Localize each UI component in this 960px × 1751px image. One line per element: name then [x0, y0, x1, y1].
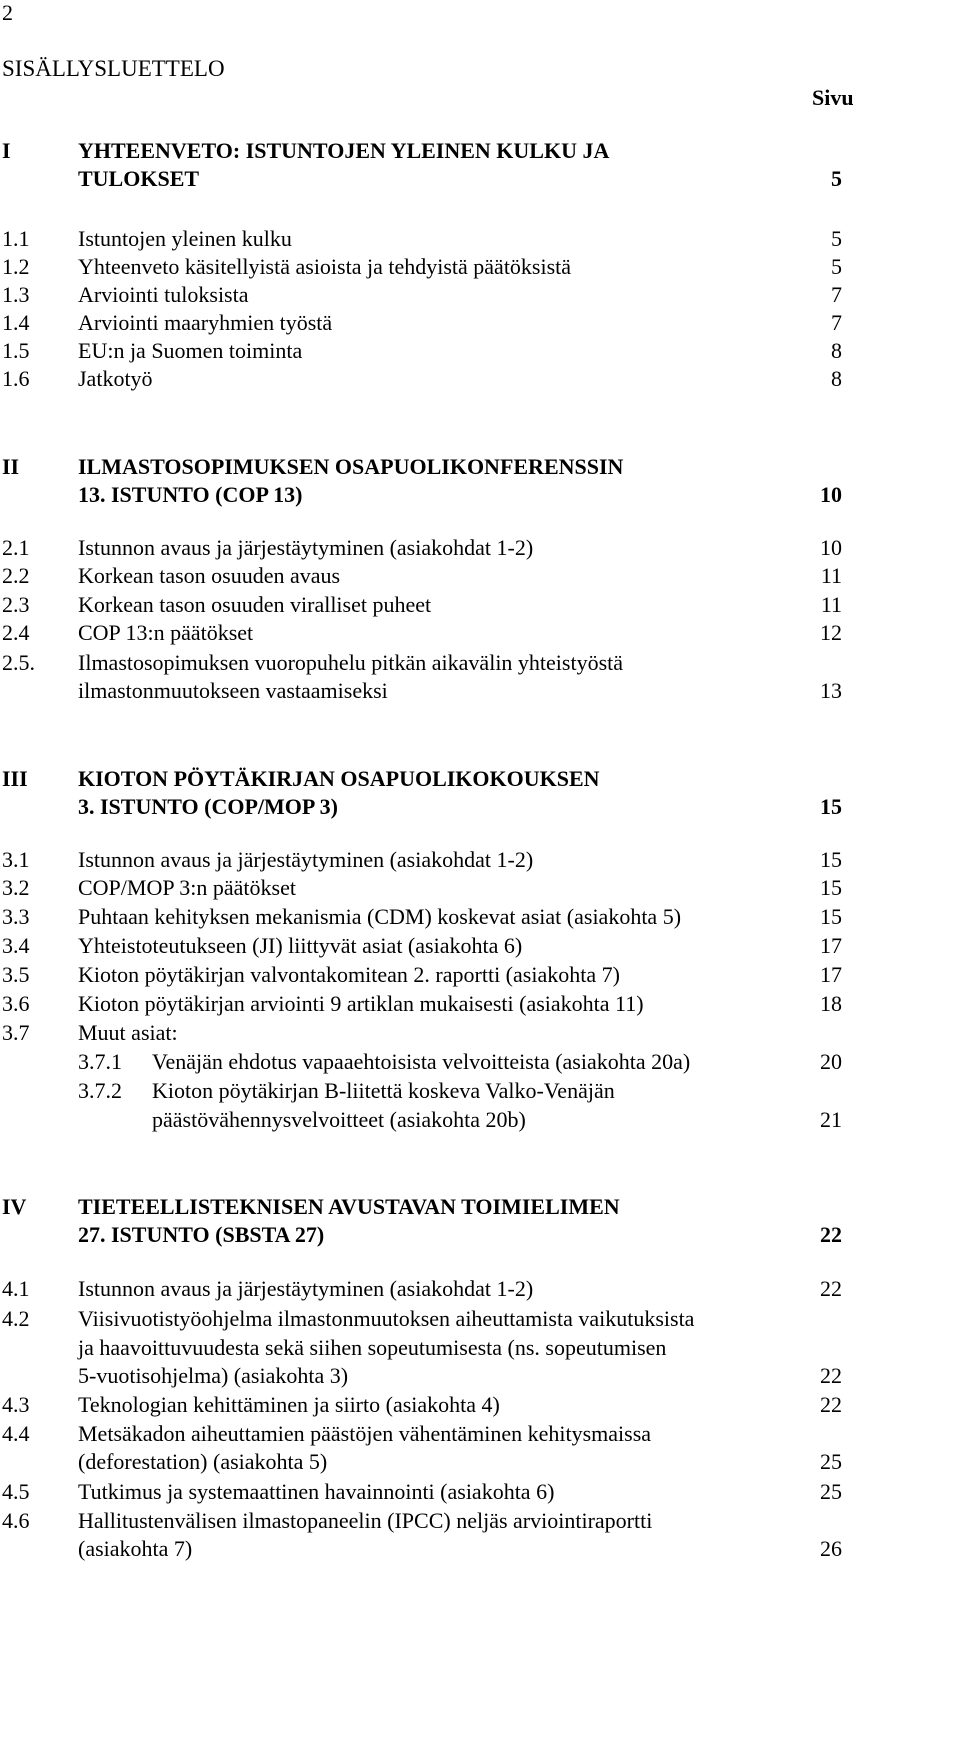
toc-item-text: Tutkimus ja systemaattinen havainnointi (asiakohta 6)	[78, 1479, 555, 1504]
toc-item-number: 3.7	[2, 1020, 30, 1045]
toc-item-text: 5-vuotisohjelma) (asiakohta 3)	[78, 1363, 349, 1388]
toc-subitem-number: 3.7.2	[78, 1078, 122, 1103]
toc-item-text: Istunnon avaus ja järjestäytyminen (asiakohdat 1-2)	[78, 535, 534, 560]
toc-item-number: 3.2	[2, 875, 30, 900]
toc-item-text: Jatkotyö	[78, 366, 153, 391]
toc-item-page-number: 17	[820, 933, 842, 958]
page-column-header: Sivu	[812, 85, 854, 110]
toc-item-text: EU:n ja Suomen toiminta	[78, 338, 303, 363]
toc-item-text: Kioton pöytäkirjan valvontakomitean 2. raportti (asiakohta 7)	[78, 962, 620, 987]
toc-subitem-text: Venäjän ehdotus vapaaehtoisista velvoitteista (asiakohta 20a)	[152, 1049, 691, 1074]
toc-item-number: 1.1	[2, 226, 30, 251]
toc-item-text: (asiakohta 7)	[78, 1536, 193, 1561]
toc-item-text: Korkean tason osuuden viralliset puheet	[78, 592, 432, 617]
toc-item-number: 2.4	[2, 620, 30, 645]
section-page-number: 5	[831, 166, 842, 191]
toc-item-number: 2.1	[2, 535, 30, 560]
toc-item-text: Muut asiat:	[78, 1020, 178, 1045]
toc-item-text: Puhtaan kehityksen mekanismia (CDM) koskevat asiat (asiakohta 5)	[78, 904, 682, 929]
toc-item-page-number: 8	[831, 366, 842, 391]
toc-item-text: ilmastonmuutokseen vastaamiseksi	[78, 678, 388, 703]
toc-item-number: 3.4	[2, 933, 30, 958]
toc-item-text: Metsäkadon aiheuttamien päästöjen vähentäminen kehitysmaissa	[78, 1421, 652, 1446]
toc-item-number: 1.6	[2, 366, 30, 391]
toc-item-page-number: 22	[820, 1276, 842, 1301]
toc-item-page-number: 13	[820, 678, 842, 703]
toc-item-number: 1.2	[2, 254, 30, 279]
toc-item-number: 3.6	[2, 991, 30, 1016]
toc-subitem-text: Kioton pöytäkirjan B-liitettä koskeva Valko-Venäjän	[152, 1078, 615, 1103]
section-page-number: 10	[820, 482, 842, 507]
toc-item-text: Istunnon avaus ja järjestäytyminen (asiakohdat 1-2)	[78, 1276, 534, 1301]
section-title: KIOTON PÖYTÄKIRJAN OSAPUOLIKOKOUKSEN	[78, 766, 600, 791]
toc-item-number: 4.2	[2, 1306, 30, 1331]
toc-item-number: 3.1	[2, 847, 30, 872]
section-title: ILMASTOSOPIMUKSEN OSAPUOLIKONFERENSSIN	[78, 454, 624, 479]
toc-item-text: Ilmastosopimuksen vuoropuhelu pitkän aikavälin yhteistyöstä	[78, 650, 624, 675]
section-title: TIETEELLISTEKNISEN AVUSTAVAN TOIMIELIMEN	[78, 1194, 620, 1219]
toc-item-text: Arviointi tuloksista	[78, 282, 249, 307]
section-title: YHTEENVETO: ISTUNTOJEN YLEINEN KULKU JA	[78, 138, 610, 163]
toc-item-text: Istuntojen yleinen kulku	[78, 226, 292, 251]
toc-item-text: ja haavoittuvuudesta sekä siihen sopeutumisesta (ns. sopeutumisen	[78, 1335, 667, 1360]
section-number: IV	[2, 1194, 27, 1219]
toc-item-page-number: 8	[831, 338, 842, 363]
toc-subitem-page-number: 20	[820, 1049, 842, 1074]
toc-item-page-number: 18	[820, 991, 842, 1016]
toc-item-text: COP/MOP 3:n päätökset	[78, 875, 296, 900]
toc-item-text: (deforestation) (asiakohta 5)	[78, 1449, 328, 1474]
toc-item-text: Teknologian kehittäminen ja siirto (asiakohta 4)	[78, 1392, 500, 1417]
toc-item-number: 2.2	[2, 563, 30, 588]
toc-item-page-number: 17	[820, 962, 842, 987]
toc-item-number: 2.5.	[2, 650, 35, 675]
toc-item-number: 1.3	[2, 282, 30, 307]
doc-title: SISÄLLYSLUETTELO	[2, 56, 225, 81]
section-number: I	[2, 138, 11, 163]
toc-item-number: 4.5	[2, 1479, 30, 1504]
toc-item-number: 3.3	[2, 904, 30, 929]
toc-item-page-number: 7	[831, 282, 842, 307]
section-title: 27. ISTUNTO (SBSTA 27)	[78, 1222, 325, 1247]
section-title: 3. ISTUNTO (COP/MOP 3)	[78, 794, 338, 819]
toc-item-text: Hallitustenvälisen ilmastopaneelin (IPCC) neljäs arviointiraportti	[78, 1508, 653, 1533]
toc-item-text: Yhteenveto käsitellyistä asioista ja tehdyistä päätöksistä	[78, 254, 572, 279]
toc-item-page-number: 5	[831, 254, 842, 279]
section-title: 13. ISTUNTO (COP 13)	[78, 482, 303, 507]
toc-item-number: 1.4	[2, 310, 30, 335]
toc-item-text: Korkean tason osuuden avaus	[78, 563, 341, 588]
toc-item-text: Kioton pöytäkirjan arviointi 9 artiklan mukaisesti (asiakohta 11)	[78, 991, 644, 1016]
toc-subitem-text: päästövähennysvelvoitteet (asiakohta 20b)	[152, 1107, 526, 1132]
section-number: II	[2, 454, 20, 479]
toc-item-page-number: 25	[820, 1479, 842, 1504]
toc-item-number: 4.4	[2, 1421, 30, 1446]
toc-item-number: 4.3	[2, 1392, 30, 1417]
toc-item-page-number: 10	[820, 535, 842, 560]
toc-item-number: 2.3	[2, 592, 30, 617]
toc-subitem-page-number: 21	[820, 1107, 842, 1132]
section-page-number: 22	[820, 1222, 842, 1247]
toc-item-page-number: 7	[831, 310, 842, 335]
page-number: 2	[2, 0, 13, 25]
toc-subitem-number: 3.7.1	[78, 1049, 122, 1074]
toc-item-number: 3.5	[2, 962, 30, 987]
toc-item-text: Viisivuotistyöohjelma ilmastonmuutoksen aiheuttamista vaikutuksista	[78, 1306, 695, 1331]
section-title: TULOKSET	[78, 166, 200, 191]
toc-item-page-number: 5	[831, 226, 842, 251]
toc-item-number: 1.5	[2, 338, 30, 363]
section-page-number: 15	[820, 794, 842, 819]
toc-item-page-number: 26	[820, 1536, 842, 1561]
toc-item-page-number: 22	[820, 1392, 842, 1417]
toc-item-text: Istunnon avaus ja järjestäytyminen (asiakohdat 1-2)	[78, 847, 534, 872]
toc-item-text: Yhteistoteutukseen (JI) liittyvät asiat (asiakohta 6)	[78, 933, 523, 958]
toc-item-number: 4.1	[2, 1276, 30, 1301]
toc-item-number: 4.6	[2, 1508, 30, 1533]
toc-item-page-number: 15	[820, 875, 842, 900]
section-number: III	[2, 766, 28, 791]
toc-item-page-number: 25	[820, 1449, 842, 1474]
toc-item-page-number: 15	[820, 847, 842, 872]
toc-item-page-number: 12	[820, 620, 842, 645]
toc-item-text: Arviointi maaryhmien työstä	[78, 310, 333, 335]
toc-item-page-number: 15	[820, 904, 842, 929]
toc-item-page-number: 11	[820, 592, 842, 617]
toc-item-page-number: 11	[820, 563, 842, 588]
toc-item-text: COP 13:n päätökset	[78, 620, 254, 645]
toc-item-page-number: 22	[820, 1363, 842, 1388]
